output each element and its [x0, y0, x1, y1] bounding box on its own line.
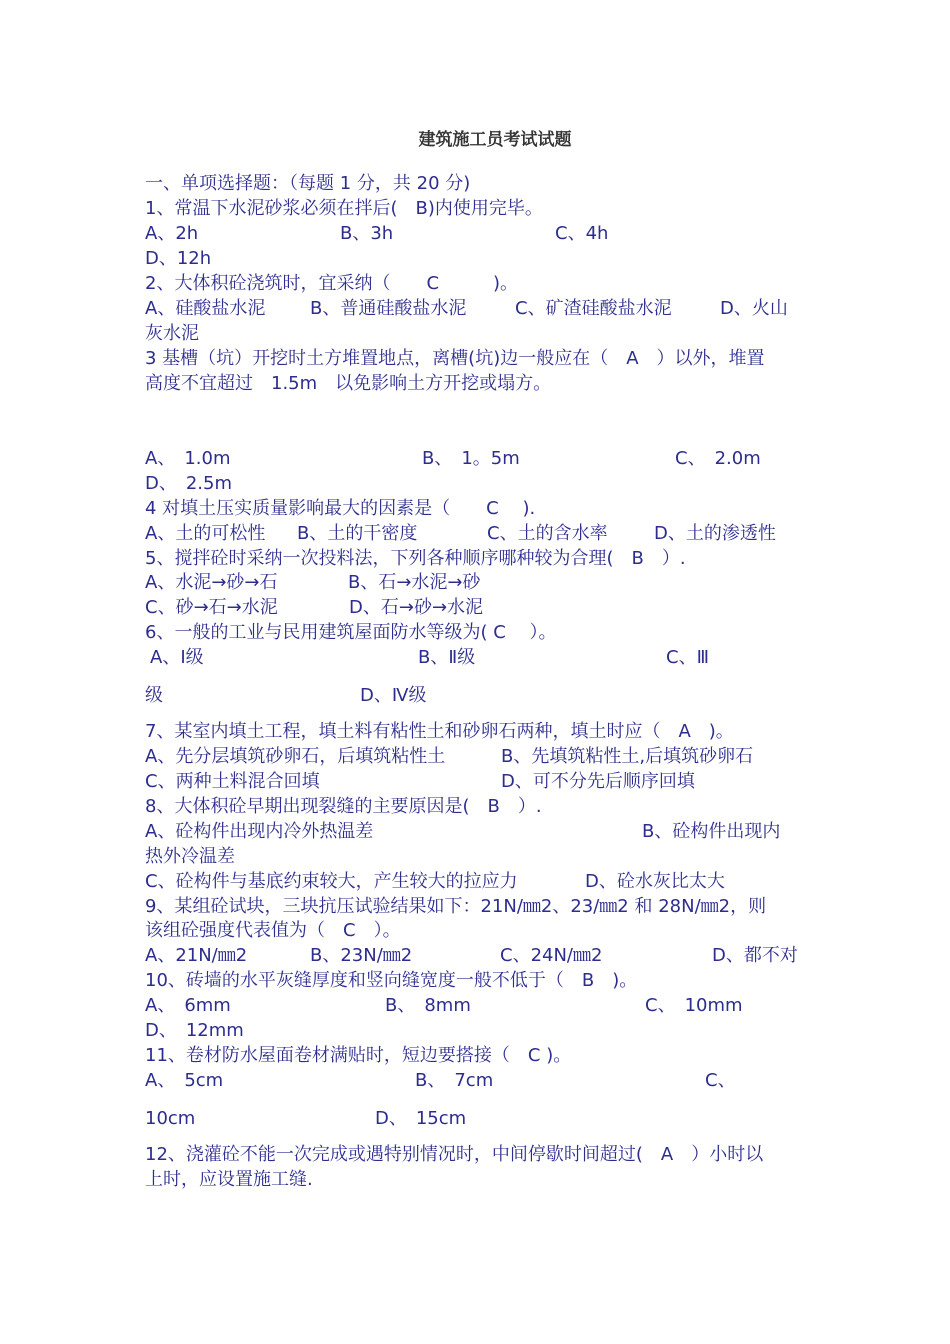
question-9: 9、某组砼试块，三块抗压试验结果如下：21N/㎜2、23/㎜2 和 28N/㎜2，则 [145, 896, 767, 917]
question-3-cont: 高度不宜超过 1.5m 以免影响土方开挖或塌方。 [145, 373, 552, 394]
question-1-options: A、2h B、3h C、4h [145, 223, 609, 244]
question-5-options-ab: A、水泥→砂→石 B、石→水泥→砂 [145, 572, 481, 593]
question-11-options-cont: 10cm D、 15cm [145, 1108, 467, 1129]
question-1-option-d: D、12h [145, 248, 212, 269]
question-9-cont: 该组砼强度代表值为（ C ）。 [145, 920, 401, 941]
question-3-options: A、 1.0m B、 1。5m C、 2.0m [145, 448, 761, 469]
question-5-options-cd: C、砂→石→水泥 D、石→砂→水泥 [145, 597, 484, 618]
question-3: 3 基槽（坑）开挖时土方堆置地点，离槽(坑)边一般应在（ A ）以外，堆置 [145, 348, 765, 369]
question-2-options: A、硅酸盐水泥 B、普通硅酸盐水泥 C、矿渣硅酸盐水泥 D、火山 [145, 298, 788, 319]
question-6: 6、一般的工业与民用建筑屋面防水等级为( C ）。 [145, 622, 557, 643]
question-2-options-cont: 灰水泥 [145, 323, 199, 344]
question-11-options: A、 5cm B、 7cm C、 [145, 1070, 736, 1091]
question-12: 12、浇灌砼不能一次完成或遇特别情况时，中间停歇时间超过( A ）小时以 [145, 1144, 764, 1165]
question-7-options-cd: C、两种土料混合回填 D、可不分先后顺序回填 [145, 771, 695, 792]
question-4: 4 对填土压实质量影响最大的因素是（ C ). [145, 498, 536, 519]
question-5: 5、搅拌砼时采纳一次投料法，下列各种顺序哪种较为合理( B ）. [145, 548, 686, 569]
section-heading: 一、单项选择题：（每题 1 分，共 20 分) [145, 173, 471, 194]
question-7-options-ab: A、先分层填筑砂卵石，后填筑粘性土 B、先填筑粘性土,后填筑砂卵石 [145, 746, 754, 767]
document-title: 建筑施工员考试试题 [418, 130, 572, 150]
question-8: 8、大体积砼早期出现裂缝的主要原因是( B ）. [145, 796, 542, 817]
question-8-options-cd: C、砼构件与基底约束较大，产生较大的拉应力 D、砼水灰比太大 [145, 871, 725, 892]
question-1: 1、常温下水泥砂浆必须在拌后( B)内使用完毕。 [145, 198, 543, 219]
question-3-option-d: D、 2.5m [145, 473, 233, 494]
question-12-cont: 上时，应设置施工缝. [145, 1169, 313, 1190]
question-6-options-cont: 级 D、Ⅳ级 [145, 685, 427, 706]
question-4-options: A、土的可松性 B、土的干密度 C、土的含水率 D、土的渗透性 [145, 523, 776, 544]
question-10-option-d: D、 12mm [145, 1020, 244, 1041]
question-8-options-ab: A、砼构件出现内冷外热温差 B、砼构件出现内 [145, 821, 781, 842]
question-11: 11、卷材防水屋面卷材满贴时，短边要搭接（ C )。 [145, 1045, 572, 1066]
question-7: 7、某室内填土工程，填土料有粘性土和砂卵石两种，填土时应（ A )。 [145, 721, 734, 742]
question-2: 2、大体积砼浇筑时，宜采纳（ C )。 [145, 273, 519, 294]
question-9-options: A、21N/㎜2 B、23N/㎜2 C、24N/㎜2 D、都不对 [145, 945, 798, 966]
question-8-options-ab-cont: 热外冷温差 [145, 846, 235, 867]
question-10-options: A、 6mm B、 8mm C、 10mm [145, 995, 743, 1016]
question-6-options: A、Ⅰ级 B、Ⅱ级 C、Ⅲ [150, 647, 709, 668]
question-10: 10、砖墙的水平灰缝厚度和竖向缝宽度一般不低于（ B )。 [145, 970, 638, 991]
